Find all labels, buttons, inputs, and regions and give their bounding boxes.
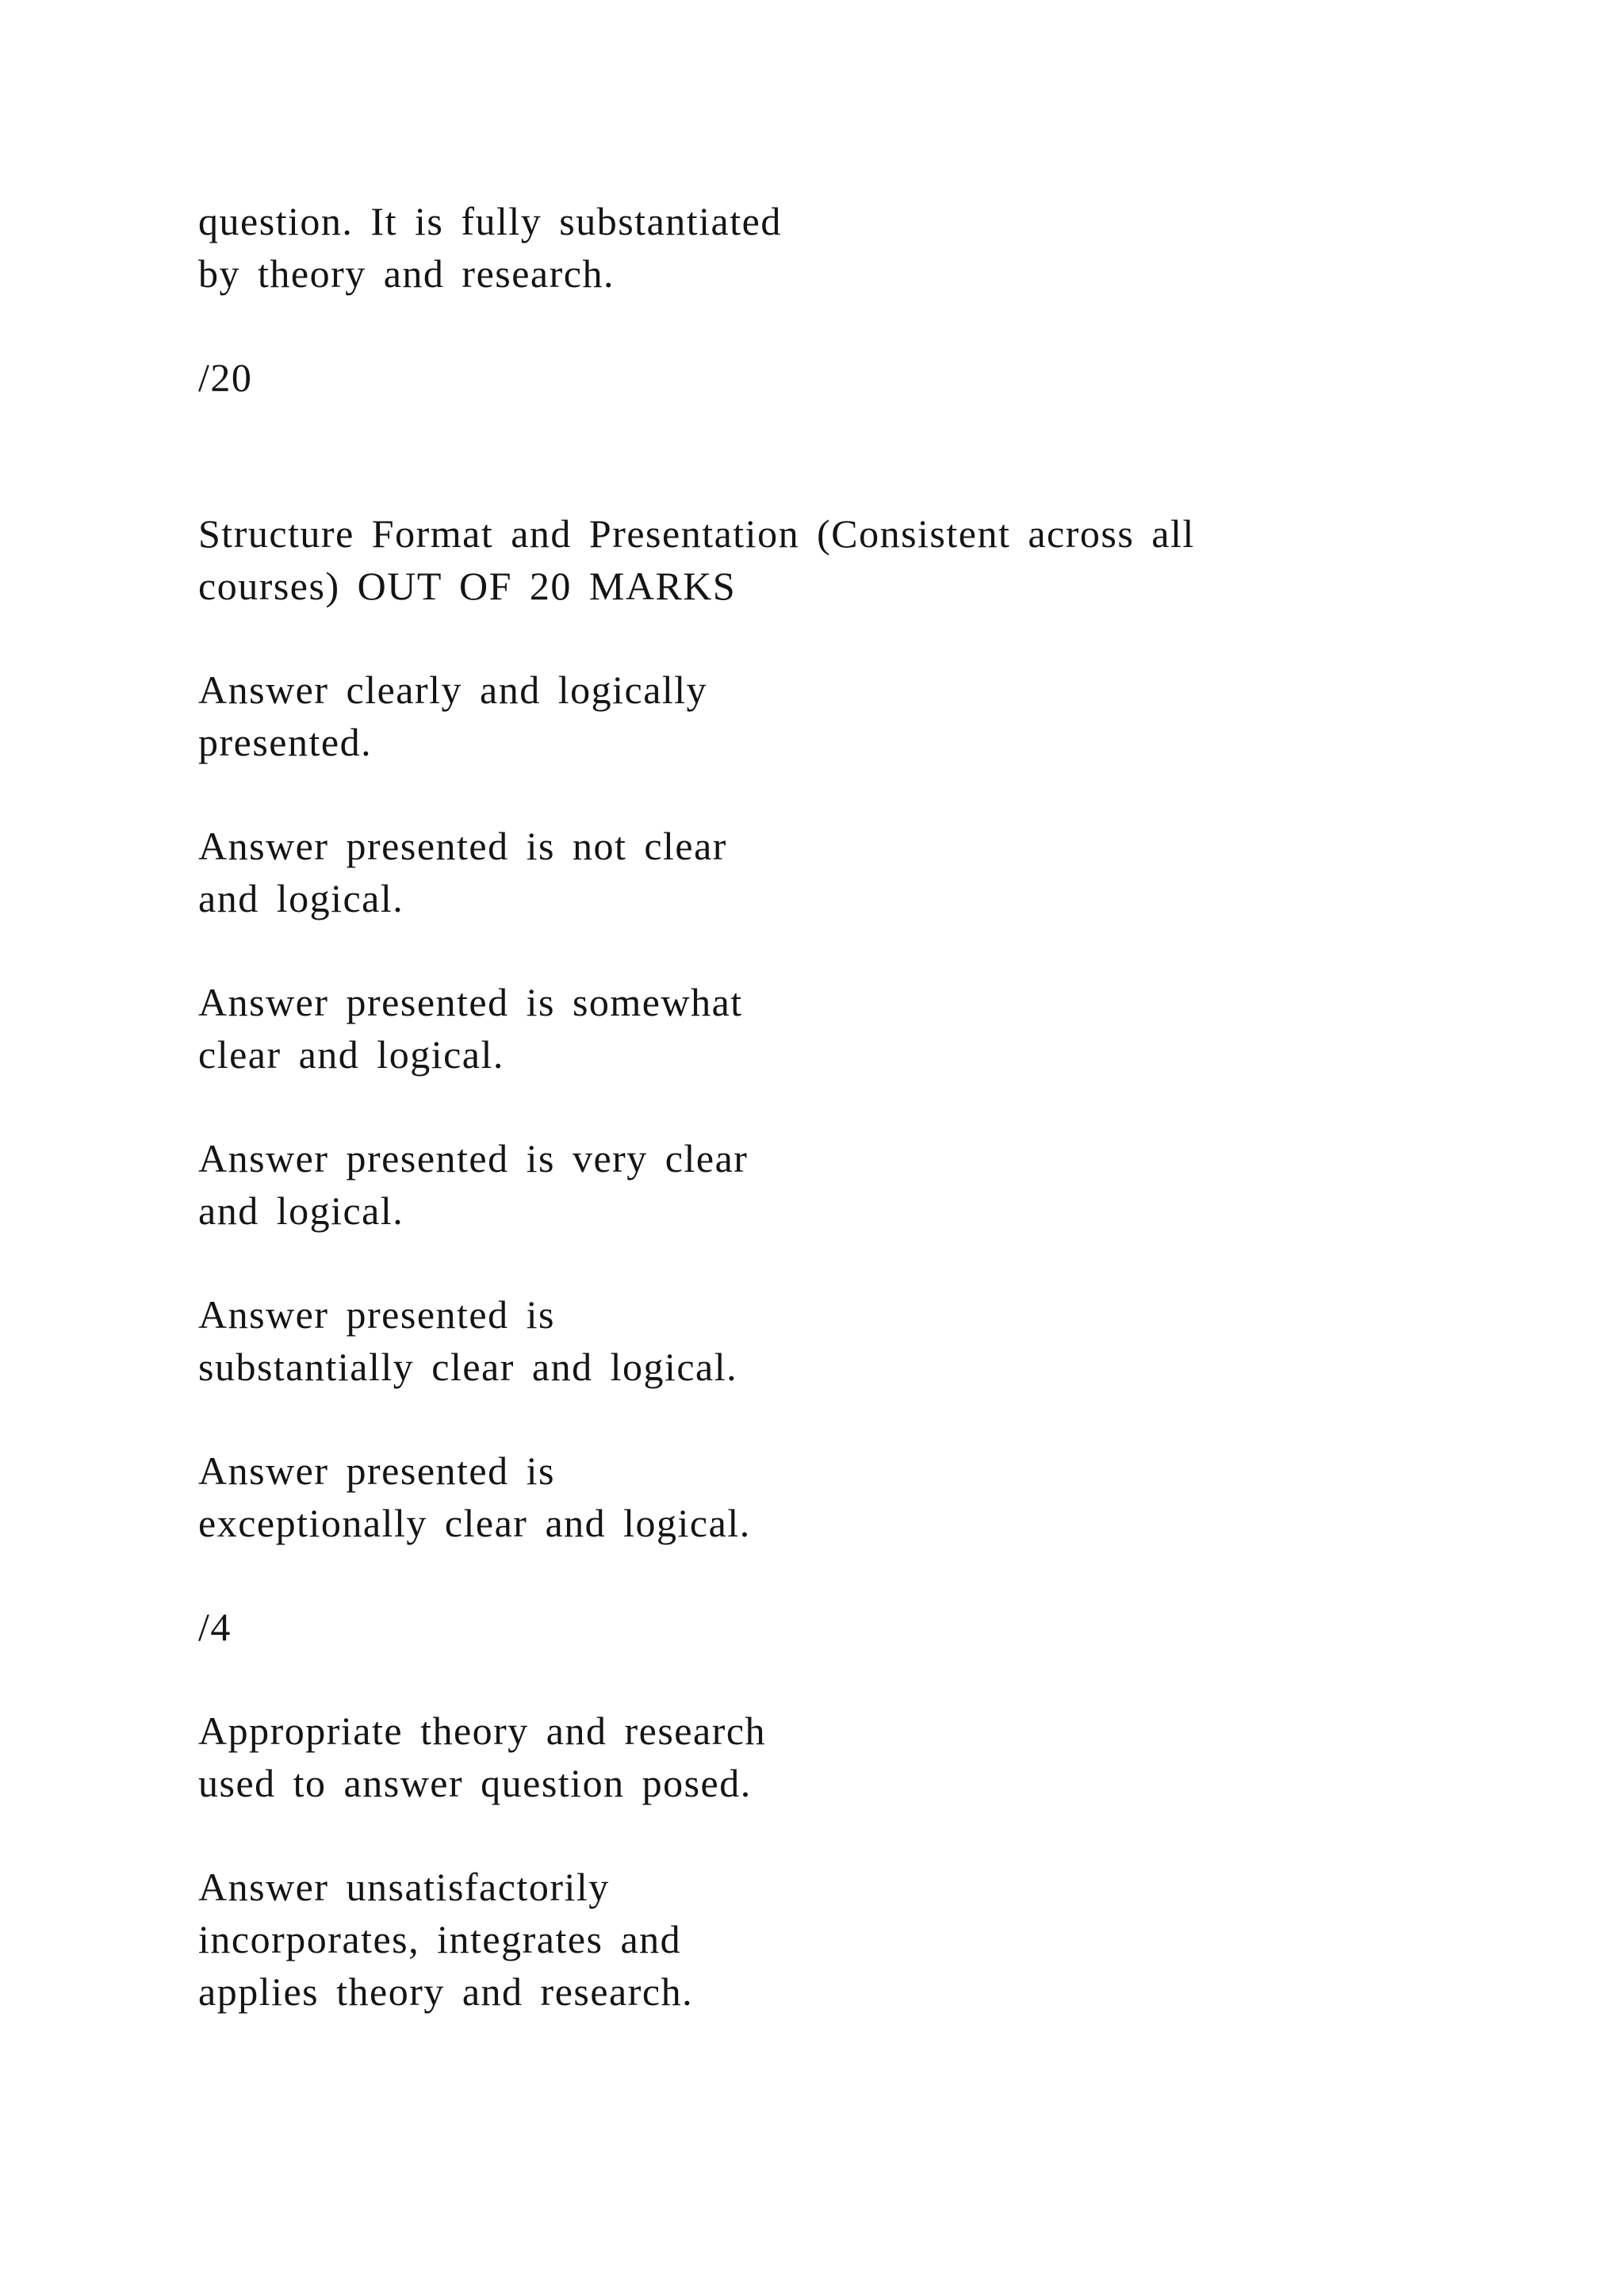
paragraph-level-somewhat-clear (198, 976, 743, 1081)
paragraph-criterion-theory-research (198, 1705, 766, 1809)
text-line: question. It is fully substantiated (198, 199, 782, 243)
text-line: presented. (198, 720, 373, 764)
text-line: Answer presented is (198, 1292, 555, 1337)
text-line: clear and logical. (198, 1032, 504, 1077)
text-line: courses) OUT OF 20 MARKS (198, 564, 737, 608)
text-line: /4 (198, 1605, 232, 1649)
score-out-of-20 (198, 351, 252, 404)
text-line: by theory and research. (198, 251, 615, 296)
text-line: Answer clearly and logically (198, 668, 708, 712)
text-line: exceptionally clear and logical. (198, 1501, 751, 1545)
paragraph-criterion-clear-logical (198, 664, 707, 768)
text-line: Answer presented is (198, 1448, 555, 1493)
paragraph-level-substantially-clear (198, 1288, 737, 1393)
text-line: and logical. (198, 1188, 404, 1233)
text-line: Answer unsatisfactorily (198, 1865, 610, 1909)
text-line: Answer presented is not clear (198, 824, 727, 868)
text-line: incorporates, integrates and (198, 1917, 682, 1961)
paragraph-level-very-clear (198, 1132, 748, 1237)
paragraph-level-unsatisfactory (198, 1861, 693, 2018)
text-line: applies theory and research. (198, 1969, 694, 2014)
paragraph-level-exceptionally-clear (198, 1445, 751, 1549)
text-line: used to answer question posed. (198, 1761, 752, 1805)
text-line: Answer presented is very clear (198, 1136, 749, 1181)
score-out-of-4 (198, 1601, 232, 1653)
text-line: Structure Format and Presentation (Consistent across all (198, 511, 1195, 556)
section-heading-structure-format (198, 507, 1195, 612)
text-line: /20 (198, 355, 253, 400)
text-line: Appropriate theory and research (198, 1709, 767, 1753)
text-line: Answer presented is somewhat (198, 980, 743, 1024)
paragraph-level-not-clear (198, 820, 727, 924)
paragraph-criterion-substantiated (198, 195, 782, 300)
text-line: and logical. (198, 876, 404, 920)
text-line: substantially clear and logical. (198, 1345, 738, 1389)
